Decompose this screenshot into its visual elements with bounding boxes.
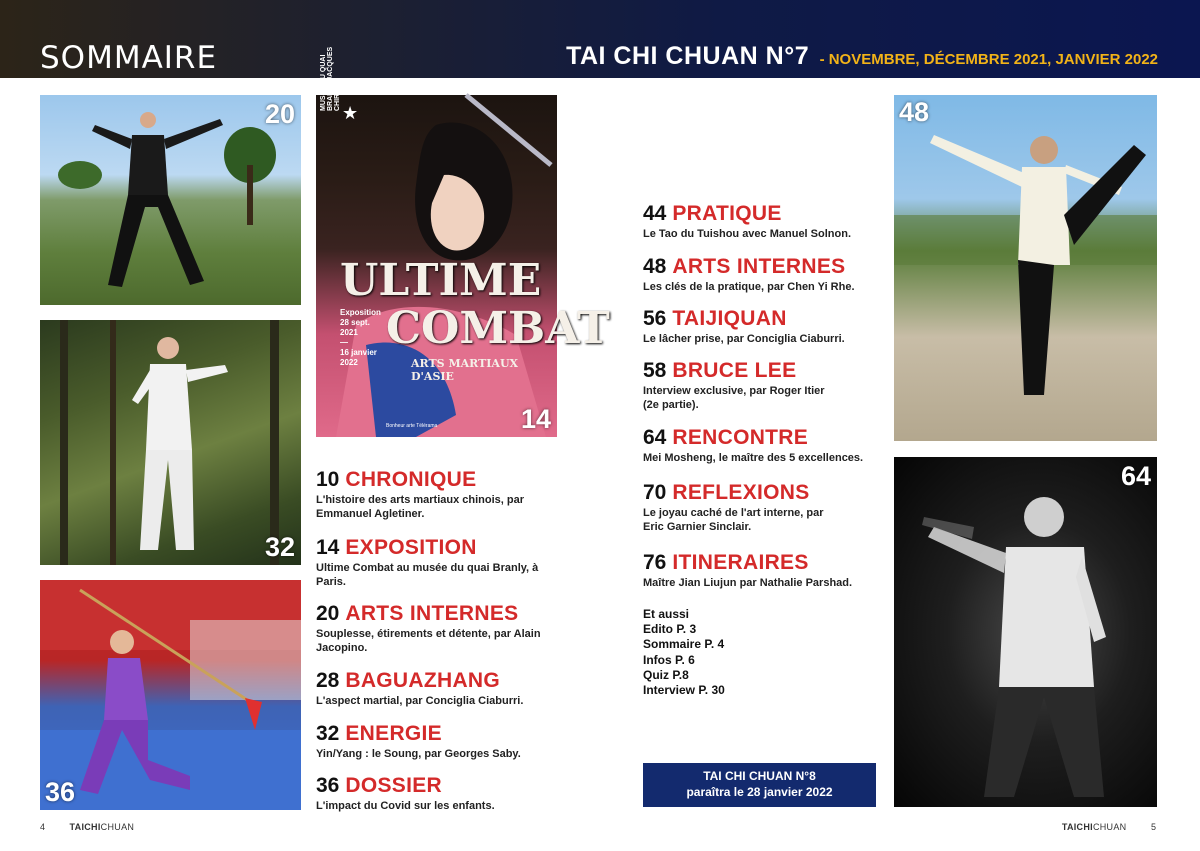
tai-chi-practitioner-figure [40, 95, 301, 305]
toc-page-number: 76 [643, 551, 667, 574]
toc-title: ITINERAIRES [672, 551, 809, 574]
kicking-practitioner-figure [894, 95, 1157, 441]
also-inside-item[interactable]: Quiz P.8 [643, 667, 689, 682]
toc-title: BAGUAZHANG [345, 669, 501, 692]
toc-description: Ultime Combat au musée du quai Branly, à Paris. [316, 562, 539, 588]
also-inside-heading: Et aussi [643, 607, 690, 621]
photo-page-number: 36 [45, 777, 76, 807]
photo-page-number: 64 [1120, 461, 1151, 491]
poster-title-line1: ULTIME [340, 255, 542, 306]
toc-description: Interview exclusive, par Roger Itier (2e partie). [643, 385, 825, 411]
poster-sponsor-logos: Bonheur arte Télérama [386, 423, 438, 429]
page-header [0, 0, 1200, 78]
photo-page-36[interactable] [40, 580, 301, 810]
footer-brand: TAICHICHUAN [69, 822, 135, 832]
toc-description: Yin/Yang : le Soung, par Georges Saby. [316, 748, 521, 760]
toc-page-number: 58 [643, 359, 667, 382]
toc-page-number: 56 [643, 307, 667, 330]
issue-banner [566, 42, 1158, 71]
toc-entry[interactable] [316, 536, 556, 589]
page-number-right: 5 [1150, 822, 1156, 832]
star-icon: ★ [342, 103, 359, 123]
toc-entry[interactable] [643, 359, 883, 412]
also-inside-item[interactable]: Infos P. 6 [643, 652, 695, 667]
photo-page-number: 20 [264, 99, 295, 129]
page-number-left: 4 [40, 822, 46, 832]
toc-page-number: 20 [316, 602, 340, 625]
also-inside-list [643, 607, 725, 698]
toc-entry[interactable] [316, 669, 556, 708]
toc-title: EXPOSITION [345, 536, 477, 559]
toc-title: DOSSIER [345, 774, 442, 797]
photo-page-64[interactable] [894, 457, 1157, 807]
footer-brand: TAICHICHUAN [1061, 822, 1127, 832]
photo-page-number: 32 [264, 532, 295, 562]
toc-page-number: 48 [643, 255, 667, 278]
toc-description: L'aspect martial, par Conciglia Ciaburri. [316, 695, 524, 707]
next-issue-box [643, 763, 876, 807]
poster-subtitle: ARTS MARTIAUX D'ASIE [411, 357, 519, 383]
toc-entry[interactable] [643, 255, 883, 294]
toc-entry[interactable] [643, 481, 883, 534]
also-inside-item[interactable]: Interview P. 30 [643, 683, 725, 698]
toc-description: Le Tao du Tuishou avec Manuel Solnon. [643, 228, 851, 240]
photo-page-number: 14 [520, 404, 551, 434]
toc-entry[interactable] [643, 426, 883, 465]
photo-page-48[interactable] [894, 95, 1157, 441]
toc-entry[interactable] [316, 774, 556, 813]
toc-description: Maître Jian Liujun par Nathalie Parshad. [643, 577, 853, 589]
photo-page-number: 48 [899, 97, 930, 127]
toc-page-number: 44 [643, 202, 667, 225]
qigong-practitioner-figure [40, 320, 301, 565]
section-title: SOMMAIRE [40, 40, 218, 76]
toc-page-number: 14 [316, 536, 340, 559]
photo-page-14-exhibition-poster[interactable] [316, 46, 610, 437]
next-issue-title: TAI CHI CHUAN N°8 [703, 769, 816, 783]
toc-description: L'impact du Covid sur les enfants. [316, 800, 495, 812]
toc-page-number: 28 [316, 669, 340, 692]
toc-page-number: 32 [316, 722, 340, 745]
toc-page-number: 64 [643, 426, 667, 449]
toc-title: BRUCE LEE [672, 359, 797, 382]
toc-page-number: 70 [643, 481, 667, 504]
footer-right [1062, 822, 1156, 832]
toc-description: Le joyau caché de l'art interne, par Eric Garnier Sinclair. [643, 507, 824, 533]
toc-description: Les clés de la pratique, par Chen Yi Rhe. [643, 281, 855, 293]
toc-title: REFLEXIONS [672, 481, 810, 504]
toc-entry[interactable] [643, 202, 883, 241]
issue-date-range: - NOVEMBRE, DÉCEMBRE 2021, JANVIER 2022 [819, 51, 1158, 68]
toc-title: ARTS INTERNES [345, 602, 519, 625]
toc-title: TAIJIQUAN [672, 307, 787, 330]
poster-museum-name: MUSÉE DU QUAI BRANLY JACQUES CHIRAC [320, 46, 341, 111]
footer-left [40, 822, 134, 832]
toc-entry[interactable] [316, 468, 556, 521]
toc-page-number: 36 [316, 774, 340, 797]
toc-title: PRATIQUE [672, 202, 782, 225]
toc-entry[interactable] [316, 602, 556, 655]
poster-exhibition-dates: Exposition 28 sept. 2021 — 16 janvier 2022 [340, 308, 381, 367]
master-portrait-figure [894, 457, 1157, 807]
next-issue-date: paraîtra le 28 janvier 2022 [686, 785, 833, 799]
toc-title: ARTS INTERNES [672, 255, 846, 278]
toc-page-number: 10 [316, 468, 340, 491]
toc-description: L'histoire des arts martiaux chinois, par Emmanuel Agletiner. [316, 494, 525, 520]
magazine-issue: TAI CHI CHUAN N°7 [566, 42, 810, 70]
poster-title-line2: COMBAT [386, 303, 610, 354]
photo-page-32[interactable] [40, 320, 301, 565]
toc-title: RENCONTRE [672, 426, 809, 449]
toc-entry[interactable] [643, 307, 883, 346]
also-inside-item[interactable]: Sommaire P. 4 [643, 637, 725, 652]
toc-description: Mei Mosheng, le maître des 5 excellences. [643, 452, 864, 464]
child-wushu-figure [40, 580, 301, 810]
also-inside-item[interactable]: Edito P. 3 [643, 622, 697, 637]
toc-title: ENERGIE [345, 722, 442, 745]
toc-description: Le lâcher prise, par Conciglia Ciaburri. [643, 333, 845, 345]
toc-title: CHRONIQUE [345, 468, 477, 491]
toc-entry[interactable] [643, 551, 883, 590]
toc-description: Souplesse, étirements et détente, par Alain Jacopino. [316, 628, 541, 654]
photo-page-20[interactable] [40, 95, 301, 305]
toc-entry[interactable] [316, 722, 556, 761]
